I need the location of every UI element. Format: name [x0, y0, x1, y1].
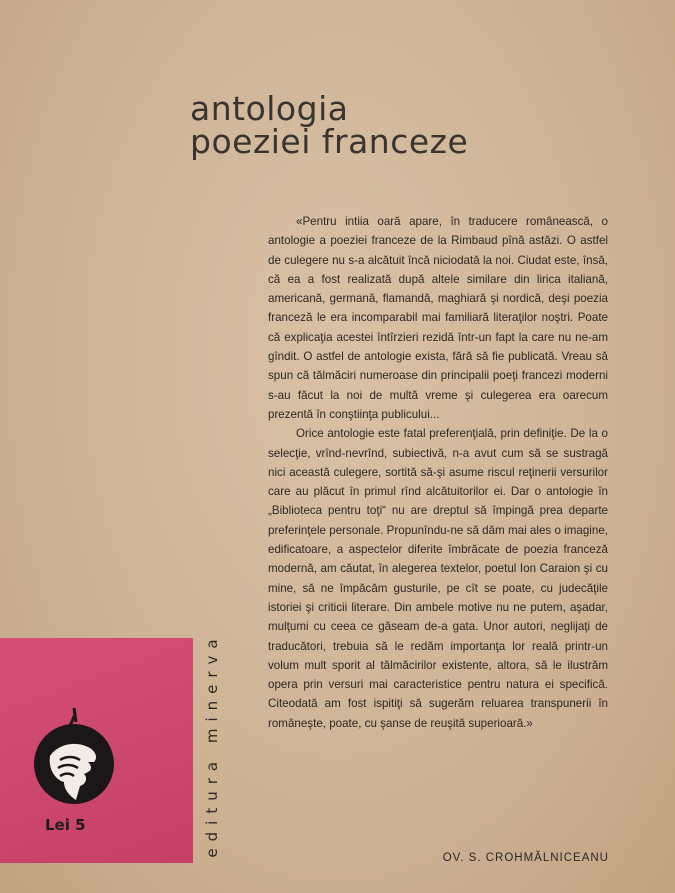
author-signature: OV. S. CROHMĂLNICEANU — [442, 852, 609, 864]
blurb-paragraph-1: «Pentru intiia oară apare, în traducere românească, o antologie a poeziei franceze de la Rimbaud pînă astăzi. O astfel de culegere nu s-a alcătuit încă niciodată la noi. Ciudat este, însă, că ea a fost realizată după altele similare din lirica italiană, americană, germană, flamandă, maghiară şi nordică, deşi poezia franceză le era incomparabil mai familiară literaţilor noştri. Poate că explicaţia acestei întîrzieri rezidă într-un fapt la care nu ne-am gîndit. O astfel de antologie exista, fără să fie publicată. Vreau să spun că tălmăciri numeroase din principalii poeţi francezi moderni s-au făcut la noi de multă vreme şi culegerea era oarecum prezentă în conştiinţa publicului... — [268, 215, 608, 421]
title-line-1: antologia — [190, 89, 349, 128]
price-badge — [0, 638, 193, 863]
title-line-2: poeziei franceze — [190, 122, 469, 161]
publisher-label: editura minerva — [203, 632, 221, 858]
blurb-paragraph-2: Orice antologie este fatal preferenţială, prin definiţie. De la o selecţie, vrînd-nevrînd, subiectivă, n-a avut cum să se sustragă nici această culegere, sortită să-şi asume riscul reţinerii versurilor care au plăcut în primul rînd alcătuitorilor ei. Dar o antologie în „Biblioteca pentru toţi“ nu are dreptul să împingă prea departe preferinţele personale. Propunîndu-ne să dăm mai ales o imagine, edificatoare, a aspectelor diferite îmbrăcate de poezia franceză modernă, am căutat, în alegerea textelor, poetul Ion Caraion şi cu mine, să ne împăcăm gusturile, pe cît se poate, cu judecăţile istoriei şi criticii literare. Din ambele motive nu ne putem, aşadar, mulţumi cu ceea ce găseam de-a gata. Unor autori, neglijaţi de traducători, trebuia să le redăm importanţa lor reală printr-un volum mult sporit al tălmăcirilor existente, altora, să le ilustrăm opera prin versuri mai caracteristice pentru natura ei specifică. Citeodată am fost ispitiţi să sugerăm reluarea transpunerii în româneşte, poate, cu şanse de reuşită superioară.» — [268, 427, 608, 730]
minerva-head-logo-icon — [30, 704, 120, 812]
price-label: Lei 5 — [45, 816, 86, 834]
blurb-text — [268, 212, 608, 733]
book-title — [190, 89, 469, 161]
publisher-imprint — [197, 620, 227, 870]
